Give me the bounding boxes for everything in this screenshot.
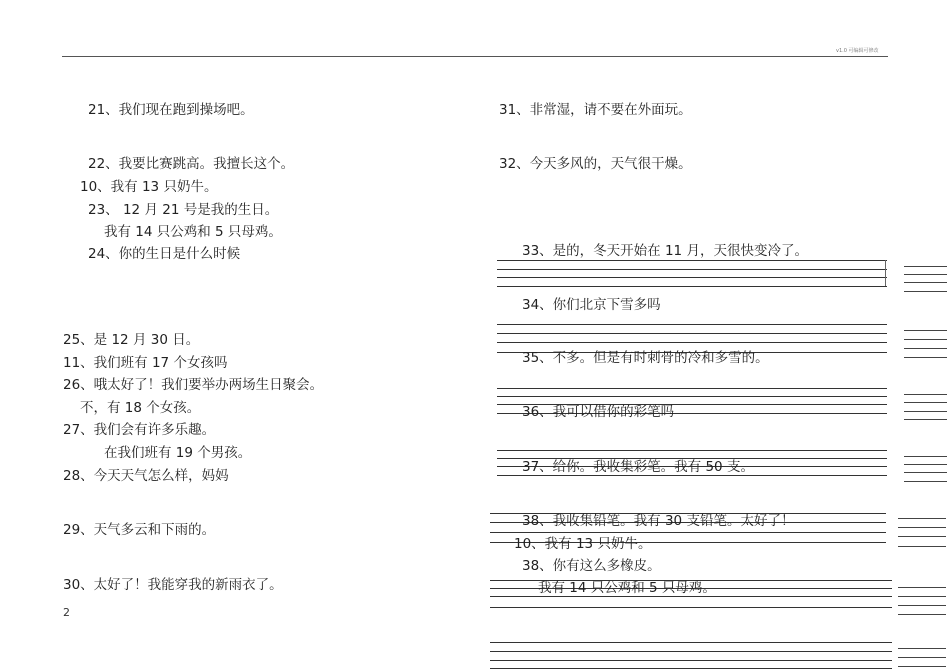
left-line-19-boys: 在我们班有 19 个男孩。	[104, 445, 252, 461]
right-line-38-erasers: 38、你有这么多橡皮。	[522, 558, 661, 574]
left-line-26: 26、哦太好了！我们要举办两场生日聚会。	[63, 377, 324, 393]
staff-lines-7	[490, 642, 892, 671]
left-line-22: 22、我要比赛跳高。我擅长这个。	[88, 156, 295, 172]
header-version-text: v1.0 可编辑可修改	[836, 48, 879, 54]
left-line-21: 21、我们现在跑到操场吧。	[88, 102, 254, 118]
right-line-38-pencils: 38、我收集铅笔。我有 30 支铅笔。太好了！	[522, 513, 795, 529]
left-line-27: 27、我们会有许多乐趣。	[63, 422, 216, 438]
left-line-23: 23、 12 月 21 号是我的生日。	[88, 202, 279, 218]
right-line-35: 35、不多。但是有时刺骨的冷和多雪的。	[522, 350, 769, 366]
left-line-28: 28、今天天气怎么样，妈妈	[63, 468, 229, 484]
left-line-18-girls: 不，有 18 个女孩。	[80, 400, 201, 416]
staff-bar-1	[885, 260, 886, 286]
left-line-10: 10、我有 13 只奶牛。	[80, 179, 218, 195]
right-line-34: 34、你们北京下雪多吗	[522, 297, 661, 313]
right-line-31: 31、非常湿，请不要在外面玩。	[499, 102, 692, 118]
left-line-29: 29、天气多云和下雨的。	[63, 522, 216, 538]
right-line-37: 37、给你。我收集彩笔。我有 50 支。	[522, 459, 754, 475]
left-line-30: 30、太好了！我能穿我的新雨衣了。	[63, 577, 283, 593]
right-line-32: 32、今天多风的，天气很干燥。	[499, 156, 692, 172]
left-line-11: 11、我们班有 17 个女孩吗	[63, 355, 228, 371]
left-line-25: 25、是 12 月 30 日。	[63, 332, 200, 348]
right-line-36: 36、我可以借你的彩笔吗	[522, 404, 675, 420]
header-rule	[62, 56, 888, 57]
right-line-33: 33、是的，冬天开始在 11 月，天很快变冷了。	[522, 243, 808, 259]
left-line-24: 24、你的生日是什么时候	[88, 246, 241, 262]
right-line-10: 10、我有 13 只奶牛。	[514, 536, 652, 552]
left-line-roosters: 我有 14 只公鸡和 5 只母鸡。	[104, 224, 282, 240]
staff-lines-1	[497, 260, 887, 294]
right-line-roosters: 我有 14 只公鸡和 5 只母鸡。	[538, 580, 716, 596]
page-number: 2	[63, 606, 70, 619]
